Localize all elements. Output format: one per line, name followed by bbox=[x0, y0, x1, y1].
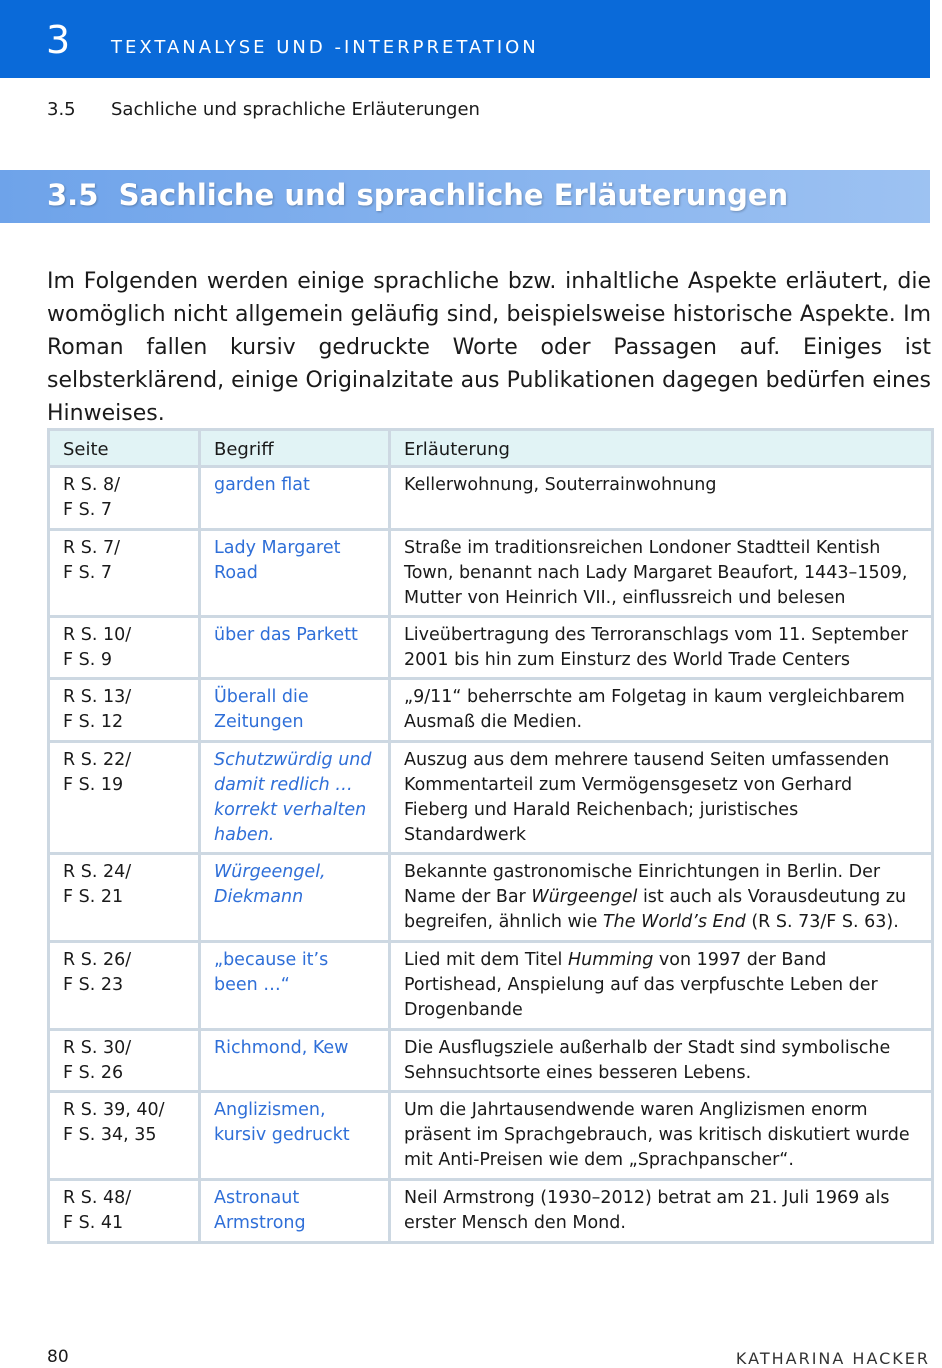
table-row bbox=[49, 742, 933, 854]
cell-begriff: „because it’s been …“ bbox=[200, 942, 390, 1030]
table-header-row bbox=[49, 430, 933, 467]
column-header-erlaeuterung: Erläuterung bbox=[390, 430, 933, 467]
table-row bbox=[49, 679, 933, 742]
seite-f: F S. 41 bbox=[63, 1213, 124, 1233]
seite-f: F S. 23 bbox=[63, 975, 124, 995]
erl-italic: Würgeengel bbox=[531, 887, 638, 907]
seite-r: R S. 10/ bbox=[63, 625, 132, 645]
running-header-number: 3.5 bbox=[47, 99, 76, 120]
cell-seite bbox=[49, 942, 200, 1030]
cell-begriff: Astronaut Armstrong bbox=[200, 1180, 390, 1243]
cell-seite bbox=[49, 617, 200, 679]
running-header-title: Sachliche und sprachliche Erläuterungen bbox=[111, 99, 480, 120]
column-header-begriff: Begriff bbox=[200, 430, 390, 467]
glossary-table bbox=[47, 428, 934, 1244]
seite-r: R S. 24/ bbox=[63, 862, 132, 882]
erl-text: Lied mit dem Titel bbox=[404, 950, 568, 970]
cell-erlaeuterung: Kellerwohnung, Souterrainwohnung bbox=[390, 467, 933, 530]
table-row bbox=[49, 854, 933, 942]
footer-author: KATHARINA HACKER bbox=[735, 1349, 930, 1368]
cell-seite bbox=[49, 679, 200, 742]
seite-r: R S. 8/ bbox=[63, 475, 120, 495]
erl-text: (R S. 73/F S. 63). bbox=[745, 912, 899, 932]
cell-begriff: Lady Margaret Road bbox=[200, 530, 390, 617]
cell-begriff: Würgeengel, Diekmann bbox=[200, 854, 390, 942]
table-row bbox=[49, 1180, 933, 1243]
cell-seite bbox=[49, 854, 200, 942]
chapter-header-bar bbox=[0, 0, 930, 78]
cell-erlaeuterung: „9/11“ beherrschte am Folgetag in kaum vergleichbarem Ausmaß die Medien. bbox=[390, 679, 933, 742]
cell-seite bbox=[49, 467, 200, 530]
cell-seite bbox=[49, 742, 200, 854]
cell-begriff: garden flat bbox=[200, 467, 390, 530]
cell-seite bbox=[49, 1030, 200, 1092]
seite-r: R S. 22/ bbox=[63, 750, 132, 770]
seite-f: F S. 21 bbox=[63, 887, 124, 907]
seite-f: F S. 7 bbox=[63, 563, 112, 583]
chapter-number: 3 bbox=[46, 18, 72, 62]
seite-f: F S. 9 bbox=[63, 650, 112, 670]
section-title: 3.5 Sachliche und sprachliche Erläuterungen bbox=[47, 178, 789, 212]
seite-f: F S. 19 bbox=[63, 775, 124, 795]
cell-begriff: Überall die Zeitungen bbox=[200, 679, 390, 742]
seite-r: R S. 39, 40/ bbox=[63, 1100, 165, 1120]
seite-f: F S. 26 bbox=[63, 1063, 124, 1083]
seite-r: R S. 13/ bbox=[63, 687, 132, 707]
cell-erlaeuterung: Straße im traditionsreichen Londoner Stadtteil Kentish Town, benannt nach Lady Margaret Beaufort, 1443–1509, Mutter von Heinrich VII., einflussreich und belesen bbox=[390, 530, 933, 617]
cell-seite bbox=[49, 530, 200, 617]
table-row bbox=[49, 617, 933, 679]
intro-paragraph: Im Folgenden werden einige sprachliche bzw. inhaltliche Aspekte erläutert, die womöglich nicht allgemein geläufig sind, beispielsweise historische Aspekte. Im Roman fallen kursiv gedruckte Worte oder Passagen auf. Einiges ist selbsterklärend, einige Originalzitate aus Publikationen dagegen bedürfen eines Hinweises. bbox=[47, 269, 931, 426]
cell-erlaeuterung: Liveübertragung des Terroranschlags vom 11. September 2001 bis hin zum Einsturz des World Trade Centers bbox=[390, 617, 933, 679]
seite-r: R S. 7/ bbox=[63, 538, 120, 558]
table-row bbox=[49, 1092, 933, 1180]
cell-seite bbox=[49, 1092, 200, 1180]
cell-erlaeuterung: Um die Jahrtausendwende waren Anglizismen enorm präsent im Sprachgebrauch, was kritisch diskutiert wurde mit Anti-Preisen wie dem „Sprachpanscher“. bbox=[390, 1092, 933, 1180]
cell-erlaeuterung: Die Ausflugsziele außerhalb der Stadt sind symbolische Sehnsuchtsorte eines besseren Lebens. bbox=[390, 1030, 933, 1092]
erl-text: ist auch als Vorausdeutung zu begreifen, ähnlich wie bbox=[404, 887, 907, 932]
cell-erlaeuterung bbox=[390, 854, 933, 942]
chapter-title: TEXTANALYSE UND -INTERPRETATION bbox=[111, 37, 539, 58]
erl-text: Bekannte gastronomische Einrichtungen in Berlin. Der Name der Bar bbox=[404, 862, 881, 907]
cell-seite bbox=[49, 1180, 200, 1243]
cell-begriff: Schutzwürdig und damit redlich … korrekt verhalten haben. bbox=[200, 742, 390, 854]
running-header bbox=[47, 99, 480, 120]
table-row bbox=[49, 467, 933, 530]
cell-begriff: Richmond, Kew bbox=[200, 1030, 390, 1092]
seite-r: R S. 30/ bbox=[63, 1038, 132, 1058]
cell-begriff: Anglizismen, kursiv gedruckt bbox=[200, 1092, 390, 1180]
table-row bbox=[49, 530, 933, 617]
cell-erlaeuterung: Neil Armstrong (1930–2012) betrat am 21. Juli 1969 als erster Mensch den Mond. bbox=[390, 1180, 933, 1243]
column-header-seite: Seite bbox=[49, 430, 200, 467]
seite-f: F S. 12 bbox=[63, 712, 124, 732]
seite-r: R S. 26/ bbox=[63, 950, 132, 970]
seite-f: F S. 7 bbox=[63, 500, 112, 520]
cell-erlaeuterung bbox=[390, 942, 933, 1030]
cell-begriff: über das Parkett bbox=[200, 617, 390, 679]
seite-f: F S. 34, 35 bbox=[63, 1125, 157, 1145]
page-number: 80 bbox=[47, 1347, 69, 1367]
erl-italic: The World’s End bbox=[602, 912, 746, 932]
erl-text: von 1997 der Band Portishead, Anspielung auf das verpfuschte Leben der Drogenbande bbox=[404, 950, 878, 1020]
table-row bbox=[49, 942, 933, 1030]
cell-erlaeuterung: Auszug aus dem mehrere tausend Seiten umfassenden Kommentarteil zum Vermögensgesetz von Gerhard Fieberg und Harald Reichenbach; juristisches Standardwerk bbox=[390, 742, 933, 854]
seite-r: R S. 48/ bbox=[63, 1188, 132, 1208]
erl-italic: Humming bbox=[567, 950, 654, 970]
table-row bbox=[49, 1030, 933, 1092]
